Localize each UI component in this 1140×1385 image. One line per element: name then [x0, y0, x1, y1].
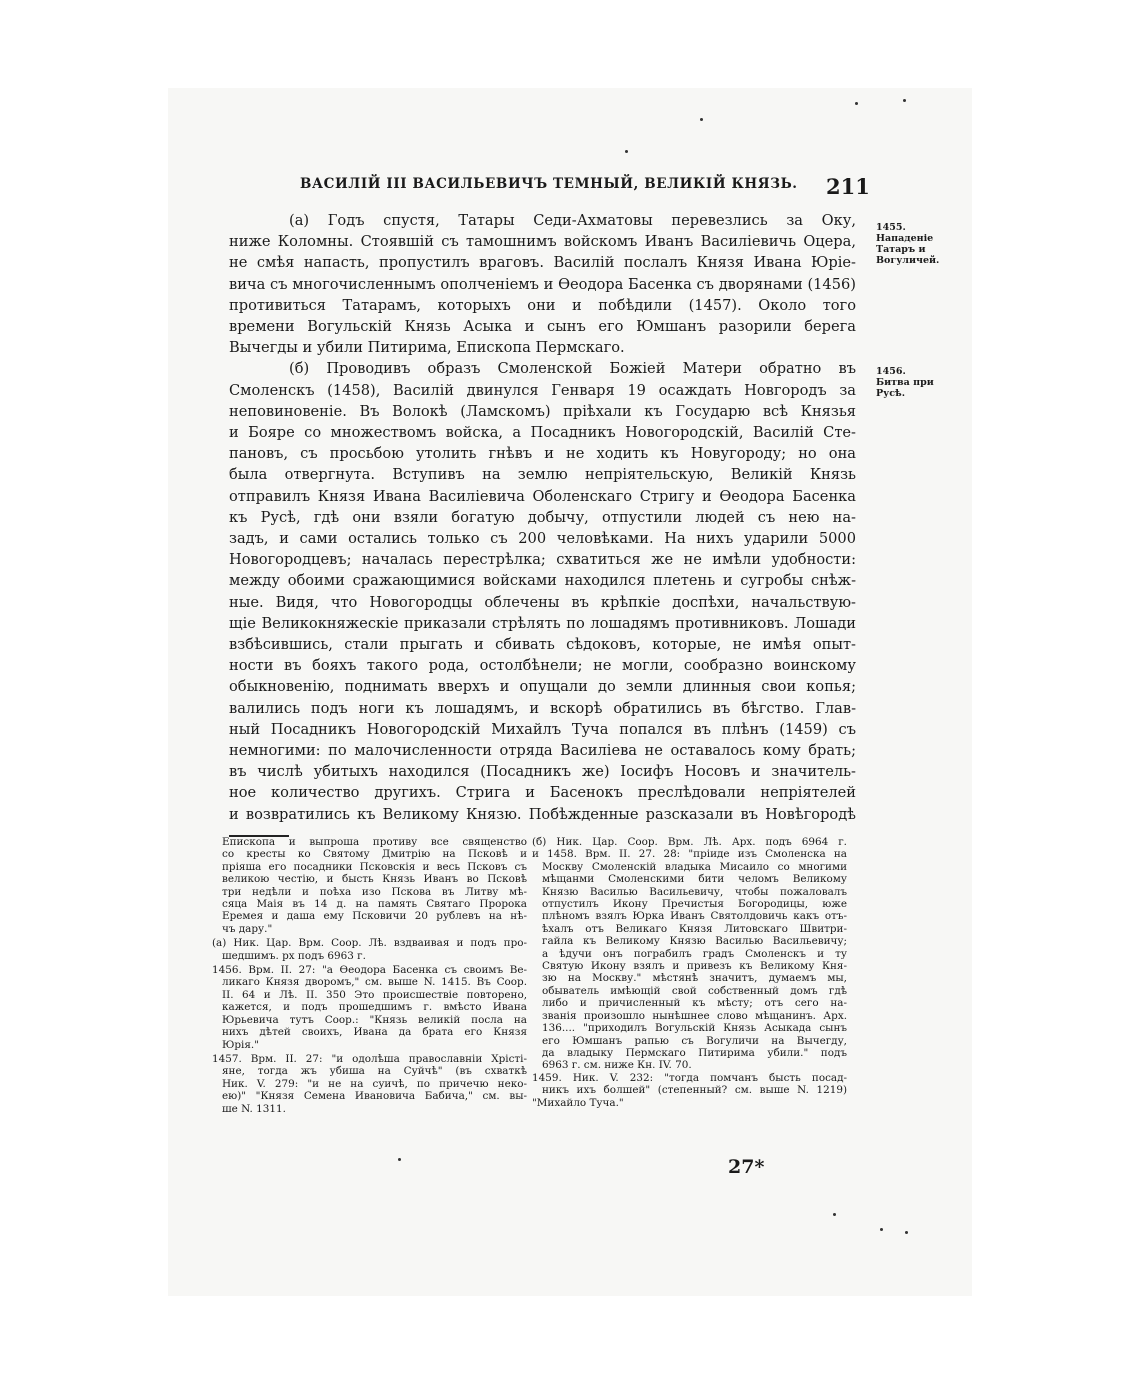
- margin-note-line: Нападеніе: [876, 233, 934, 244]
- footnote-line: ею)" "Князя Семена Ивановича Бабича," см. вы-: [222, 1090, 527, 1103]
- footnote-line: никъ ихъ болшей" (степенный? см. выше N. 1219): [542, 1084, 847, 1097]
- footnote-line: (а) Ник. Цар. Врм. Соор. Лѣ. вздваивая и подъ про-: [212, 937, 527, 950]
- scan-speck: [855, 102, 858, 105]
- footnote-line: гайла къ Великому Князю Василью Васильевичу;: [542, 935, 847, 948]
- margin-note-1455: [876, 222, 956, 266]
- footnote-line: Еремея и даша ему Псковичи 20 рублевъ на нѣ-: [222, 910, 527, 923]
- footnote-line: (б) Ник. Цар. Соор. Врм. Лѣ. Арх. подъ 6964 г.: [532, 836, 847, 848]
- margin-note-year: 1456.: [876, 366, 906, 377]
- footnote-line: великою честію, и бысть Князь Иванъ во Псковѣ: [222, 873, 527, 886]
- footnote-line: отпустилъ Икону Пречистыя Богородицы, юже: [542, 898, 847, 911]
- text-line: къ Русѣ, гдѣ они взяли богатую добычу, отпустили людей съ нею на-: [229, 508, 856, 526]
- text-line: пановъ, съ просьбою утолить гнѣвъ и не ходить къ Новугороду; но она: [229, 445, 856, 463]
- footnote-line: Епископа и выпроша противу все священство: [222, 836, 527, 848]
- scan-speck: [903, 99, 906, 102]
- margin-note-line: Русѣ.: [876, 388, 905, 399]
- footnote-line: ше N. 1311.: [222, 1102, 286, 1115]
- text-line: ный Посадникъ Новогородскій Михайлъ Туча попался въ плѣнъ (1459) съ: [229, 720, 856, 738]
- footnote-line: да владыку Пермскаго Питирима убили." подъ: [542, 1046, 847, 1059]
- text-line: между обоими сражающимися войсками находился плетень и сугробы снѣж-: [229, 572, 856, 590]
- footnote-line: 6963 г. см. ниже Кн. IV. 70.: [542, 1059, 692, 1072]
- footnote-line: нихъ дѣтей своихъ, Ивана да брата его Князя: [222, 1026, 527, 1039]
- footnote-line: обыватель имѣющій свой собственный домъ гдѣ: [542, 984, 847, 997]
- footnote-line: мѣщанми Смоленскими бити челомъ Великому: [542, 873, 847, 886]
- text-line: обыкновенію, поднимать вверхъ и опущали до земли длинныя свои копья;: [229, 678, 856, 696]
- footnote-line: плѣномъ взялъ Юрка Иванъ Святолдовичь какъ отъ-: [542, 910, 847, 923]
- margin-note-line: Вогуличей.: [876, 255, 940, 266]
- footnote-line: 1457. Врм. II. 27: "и одолѣша православніи Хрісті-: [212, 1052, 527, 1065]
- signature-mark: 27*: [728, 1156, 765, 1178]
- text-line: и Бояре со множествомъ войска, а Посадникъ Новогородскій, Василій Сте-: [229, 424, 856, 442]
- footnote-line: кажется, и подъ прошедшимъ г. вмѣсто Ивана: [222, 1001, 527, 1014]
- text-line: валились подъ ноги къ лошадямъ, и вскорѣ обратились въ бѣгство. Глав-: [229, 699, 856, 717]
- text-line: противиться Татарамъ, которыхъ они и побѣдили (1457). Около того: [229, 296, 856, 314]
- footnote-line: Ник. V. 279: "и не на суичѣ, по причечю неко-: [222, 1077, 527, 1090]
- text-line: Смоленскъ (1458), Василій двинулся Генваря 19 осаждать Новгородъ за: [229, 381, 856, 399]
- footnotes-left-column: [212, 836, 527, 1115]
- text-line: щіе Великокняжескіе приказали стрѣлять по лошадямъ противниковъ. Лошади: [229, 614, 856, 632]
- page-number: 211: [826, 174, 870, 199]
- margin-note-year: 1455.: [876, 222, 906, 233]
- footnote-line: сяца Маія въ 14 д. на память Святаго Пророка: [222, 898, 527, 911]
- footnote-line: его Юмшанъ рапью съ Вогуличи на Вычегду,: [542, 1034, 847, 1047]
- margin-note-line: Битва при: [876, 377, 934, 388]
- footnote-line: а ѣдучи онъ пограбилъ градъ Смоленскъ и ту: [542, 947, 847, 960]
- footnote-line: Юрія.": [222, 1038, 260, 1051]
- text-line: (а) Годъ спустя, Татары Седи-Ахматовы перевезлись за Оку,: [289, 212, 856, 229]
- footnote-line: либо и причисленный къ мѣсту; отъ сего на-: [542, 997, 847, 1010]
- text-line: не смѣя напасть, пропустилъ враговъ. Василій послалъ Князя Ивана Юріе-: [229, 254, 856, 272]
- scan-speck: [880, 1228, 883, 1231]
- footnote-line: чъ дару.": [222, 922, 273, 935]
- footnote-line: ѣхалъ отъ Великаго Князя Литовскаго Швитри-: [542, 922, 847, 935]
- text-line: немногими: по малочисленности отряда Василіева не оставалось кому брать;: [229, 742, 856, 760]
- footnotes-right-column: [532, 836, 847, 1109]
- margin-note-1456: [876, 366, 956, 399]
- scan-speck: [905, 1231, 908, 1234]
- footnote-line: ликаго Князя дворомъ," см. выше N. 1415. Въ Соор.: [222, 976, 527, 989]
- footnote-line: Князю Василью Васильевичу, чтобы пожаловалъ: [542, 885, 847, 898]
- text-line: и возвратились къ Великому Князю. Побѣжденные разсказали въ Новѣгородѣ: [229, 805, 856, 823]
- scan-speck: [700, 118, 703, 121]
- text-line: времени Вогульскій Князь Асыка и сынъ его Юмшанъ разорили берега: [229, 318, 856, 336]
- text-line: была отвергнута. Вступивъ на землю непріятельскую, Великій Князь: [229, 466, 856, 484]
- text-line: Новогородцевъ; началась перестрѣлка; схватиться же не имѣли удобности:: [229, 551, 856, 569]
- footnote-line: со кресты ко Святому Дмитрію на Псковѣ и: [222, 848, 527, 861]
- main-text: [229, 210, 856, 825]
- margin-note-line: Татаръ и: [876, 244, 926, 255]
- text-line: неповиновеніе. Въ Волокѣ (Ламскомъ) пріѣхали къ Государю всѣ Князья: [229, 402, 856, 420]
- text-line: ниже Коломны. Стоявшій съ тамошнимъ войскомъ Иванъ Василіевичь Оцера,: [229, 233, 856, 251]
- text-line: отправилъ Князя Ивана Василіевича Оболенскаго Стригу и Ѳеодора Басенка: [229, 487, 856, 505]
- text-line: вича съ многочисленнымъ ополченіемъ и Ѳеодора Басенка съ дворянами (1456): [229, 275, 856, 293]
- footnote-line: 136.... "приходилъ Вогульскій Князь Асыкада сынъ: [542, 1022, 847, 1035]
- text-line: задъ, и сами остались только съ 200 человѣками. На нихъ ударили 5000: [229, 530, 856, 548]
- footnote-line: 1456. Врм. II. 27: "а Ѳеодора Басенка съ своимъ Ве-: [212, 964, 527, 977]
- footnote-line: зю на Москву." мѣстянѣ значитъ, думаемъ мы,: [542, 972, 847, 985]
- footnote-line: 1459. Ник. V. 232: "тогда помчанъ бысть посад-: [532, 1071, 847, 1084]
- footnote-line: Москву Смоленскій владыка Мисаило со многими: [542, 860, 847, 873]
- scan-speck: [625, 150, 628, 153]
- text-line: въ числѣ убитыхъ находился (Посадникъ же) Іосифъ Носовъ и значитель-: [229, 763, 856, 781]
- footnote-line: пріяша его посадники Псковскія и весь Псковъ съ: [222, 860, 527, 873]
- text-line: ные. Видя, что Новогородцы облечены въ крѣпкіе доспѣхи, начальствую-: [229, 593, 856, 611]
- footnote-line: яне, тогда жъ убиша на Суйчѣ" (въ схваткѣ: [222, 1065, 527, 1078]
- text-line: (б) Проводивъ образъ Смоленской Божіей Матери обратно въ: [289, 360, 856, 378]
- footnote-line: и 1458. Врм. II. 27. 28: "пріиде изъ Смоленска на: [532, 848, 847, 861]
- running-header: ВАСИЛІЙ III ВАСИЛЬЕВИЧЪ ТЕМНЫЙ, ВЕЛИКІЙ КНЯЗЬ.: [300, 176, 798, 192]
- footnote-line: "Михайло Туча.": [532, 1096, 624, 1109]
- footnote-line: шедшимъ. рх подъ 6963 г.: [222, 949, 366, 962]
- text-line: ности въ бояхъ такого рода, остолбѣнели; не могли, сообразно воинскому: [229, 657, 856, 675]
- text-line: взбѣсившись, стали прыгать и сбивать сѣдоковъ, которые, не имѣя опыт-: [229, 636, 856, 654]
- scan-speck: [833, 1213, 836, 1216]
- footnote-line: Святую Икону взялъ и привезъ къ Великому Кня-: [542, 960, 847, 973]
- text-line: Вычегды и убили Питирима, Епископа Пермскаго.: [229, 339, 625, 357]
- footnote-line: II. 64 и Лѣ. II. 350 Это происшествіе повторено,: [222, 988, 527, 1001]
- footnote-line: званія произошло нынѣшнее слово мѣщанинъ. Арх.: [542, 1009, 847, 1022]
- text-line: ное количество другихъ. Стрига и Басенокъ преслѣдовали непріятелей: [229, 784, 856, 802]
- scan-speck: [398, 1158, 401, 1161]
- footnote-line: Юрьевича тутъ Соор.: "Князь великій посла на: [222, 1013, 527, 1026]
- footnote-line: три недѣли и поѣха изо Пскова въ Литву мѣ-: [222, 885, 527, 898]
